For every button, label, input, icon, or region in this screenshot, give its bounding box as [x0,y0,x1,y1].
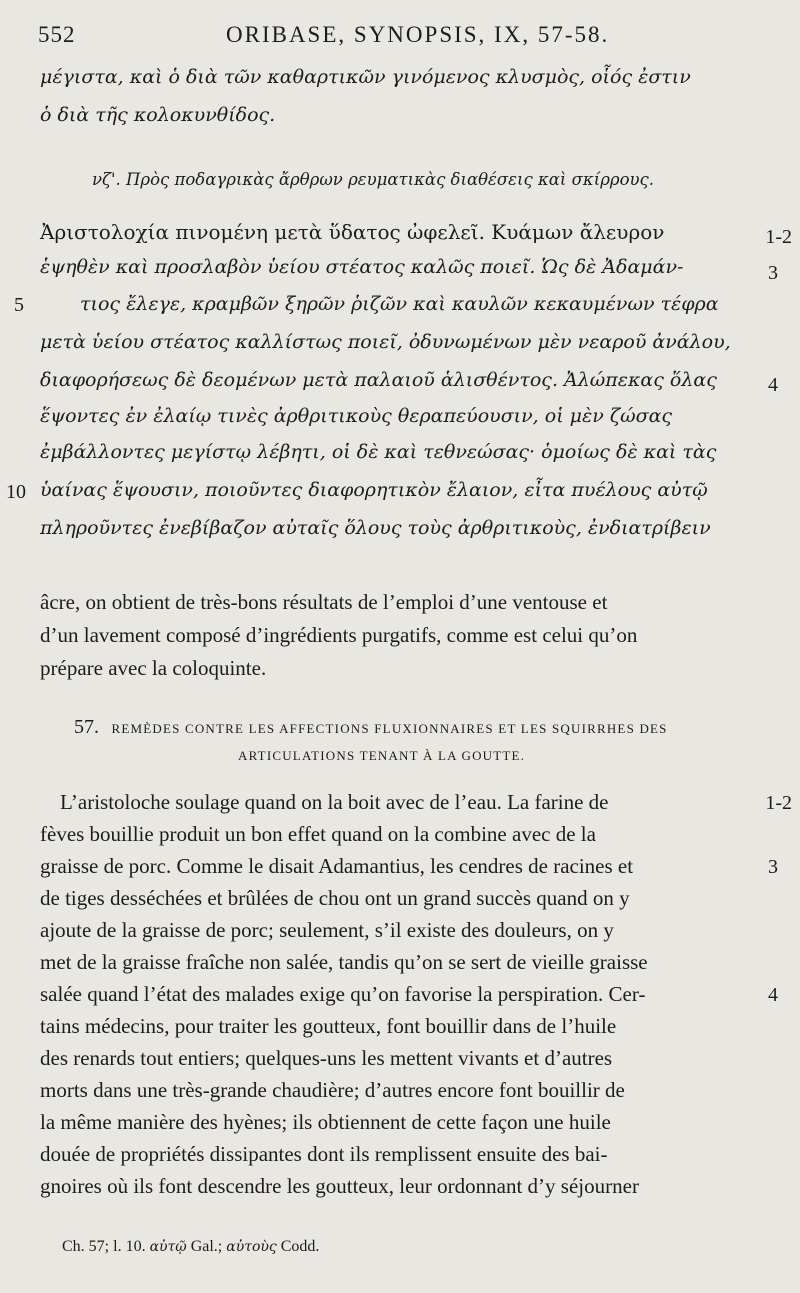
footnote-source: Gal.; [190,1238,223,1255]
french-line: âcre, on obtient de très-bons résultats de l’emploi d’une ventouse et [40,590,608,614]
french-chapter-number: 57. [74,716,99,738]
french-chapter-title-line1: REMÈDES CONTRE LES AFFECTIONS FLUXIONNAIRES ET LES SQUIRRHES DES [111,721,668,736]
greek-line: ἕψοντες ἐν ἐλαίῳ τινὲς ἀρθριτικοὺς θεραπεύουσιν, οἱ μὲν ζώσας [40,405,673,427]
greek-line: ὑαίνας ἕψουσιν, ποιοῦντες διαφορητικὸν ἔλαιον, εἶτα πυέλους αὐτῷ [40,479,708,501]
french-line: d’un lavement composé d’ingrédients purgatifs, comme est celui qu’on [40,623,638,647]
running-title: ORIBASE, SYNOPSIS, IX, 57-58. [226,22,610,47]
french-chapter-heading [74,716,668,739]
french-line: de tiges desséchées et brûlées de chou ont un grand succès quand on y [40,886,630,910]
french-line: met de la graisse fraîche non salée, tandis qu’on se sert de vieille graisse [40,950,648,974]
french-margin-ref: 1-2 [765,792,792,814]
greek-chapter-number: νζ'. [92,170,121,189]
page-header [38,22,770,52]
greek-line: μετὰ ὑείου στέατος καλλίστως ποιεῖ, ὀδυνωμένων μὲν νεαροῦ ἀνάλου, [40,331,731,353]
french-line: fèves bouillie produit un bon effet quand on la combine avec de la [40,822,596,846]
greek-chapter-heading [92,170,654,189]
greek-margin-ref: 1-2 [765,226,792,248]
page-number: 552 [38,22,76,47]
french-line: gnoires où ils font descendre les goutteux, leur ordonnant d’y séjourner [40,1174,639,1198]
footnote [62,1238,319,1256]
greek-line: πληροῦντες ἐνεβίβαζον αὐταῖς ὅλους τοὺς ἀρθριτικοὺς, ἐνδιατρίβειν [40,517,711,539]
footnote-greek-reading: αὐτῷ [149,1239,187,1255]
french-line: ajoute de la graisse de porc; seulement, s’il existe des douleurs, on y [40,918,614,942]
footnote-greek-variant: αὐτοὺς [226,1239,277,1255]
french-chapter-title-line2: ARTICULATIONS TENANT À LA GOUTTE. [238,748,526,763]
french-line: prépare avec la coloquinte. [40,656,267,680]
footnote-suffix: Codd. [280,1238,320,1255]
greek-line: διαφορήσεως δὲ δεομένων μετὰ παλαιοῦ ἁλισθέντος. Ἀλώπεκας ὅλας [40,369,717,391]
greek-margin-ref: 3 [768,262,778,284]
footnote-prefix: Ch. 57; l. 10. [62,1238,146,1255]
french-margin-ref: 4 [768,984,778,1006]
french-line: graisse de porc. Comme le disait Adamantius, les cendres de racines et [40,854,634,878]
line-number-10: 10 [6,481,26,503]
french-margin-ref: 3 [768,856,778,878]
french-line: tains médecins, pour traiter les goutteux, font bouillir dans de l’huile [40,1014,617,1038]
greek-line: τιος ἔλεγε, κραμβῶν ξηρῶν ῥιζῶν καὶ καυλῶν κεκαυμένων τέφρα [80,293,719,315]
greek-line: μέγιστα, καὶ ὁ διὰ τῶν καθαρτικῶν γινόμενος κλυσμὸς, οἷός ἐστιν [40,66,691,88]
greek-line: Ἀριστολοχία πινομένη μετὰ ὕδατος ὠφελεῖ. Κυάμων ἄλευρον [40,220,665,244]
greek-line: ὁ διὰ τῆς κολοκυνθίδος. [40,104,276,126]
french-line: la même manière des hyènes; ils obtiennent de cette façon une huile [40,1110,611,1134]
french-line: salée quand l’état des malades exige qu’on favorise la perspiration. Cer- [40,982,646,1006]
french-line: L’aristoloche soulage quand on la boit avec de l’eau. La farine de [60,790,609,814]
french-line: morts dans une très-grande chaudière; d’autres encore font bouillir de [40,1078,625,1102]
greek-line: ἑψηθὲν καὶ προσλαβὸν ὑείου στέατος καλῶς ποιεῖ. Ὡς δὲ Ἀδαμάν- [40,256,684,278]
greek-chapter-title: Πρὸς ποδαγρικὰς ἄρθρων ρευματικὰς διαθέσεις καὶ σκίρρους. [126,170,655,189]
greek-margin-ref: 4 [768,374,778,396]
french-line: douée de propriétés dissipantes dont ils remplissent ensuite des bai- [40,1142,608,1166]
greek-line: ἐμβάλλοντες μεγίστῳ λέβητι, οἱ δὲ καὶ τεθνεώσας· ὁμοίως δὲ καὶ τὰς [40,441,717,463]
french-line: des renards tout entiers; quelques-uns les mettent vivants et d’autres [40,1046,613,1070]
line-number-5: 5 [14,294,24,316]
